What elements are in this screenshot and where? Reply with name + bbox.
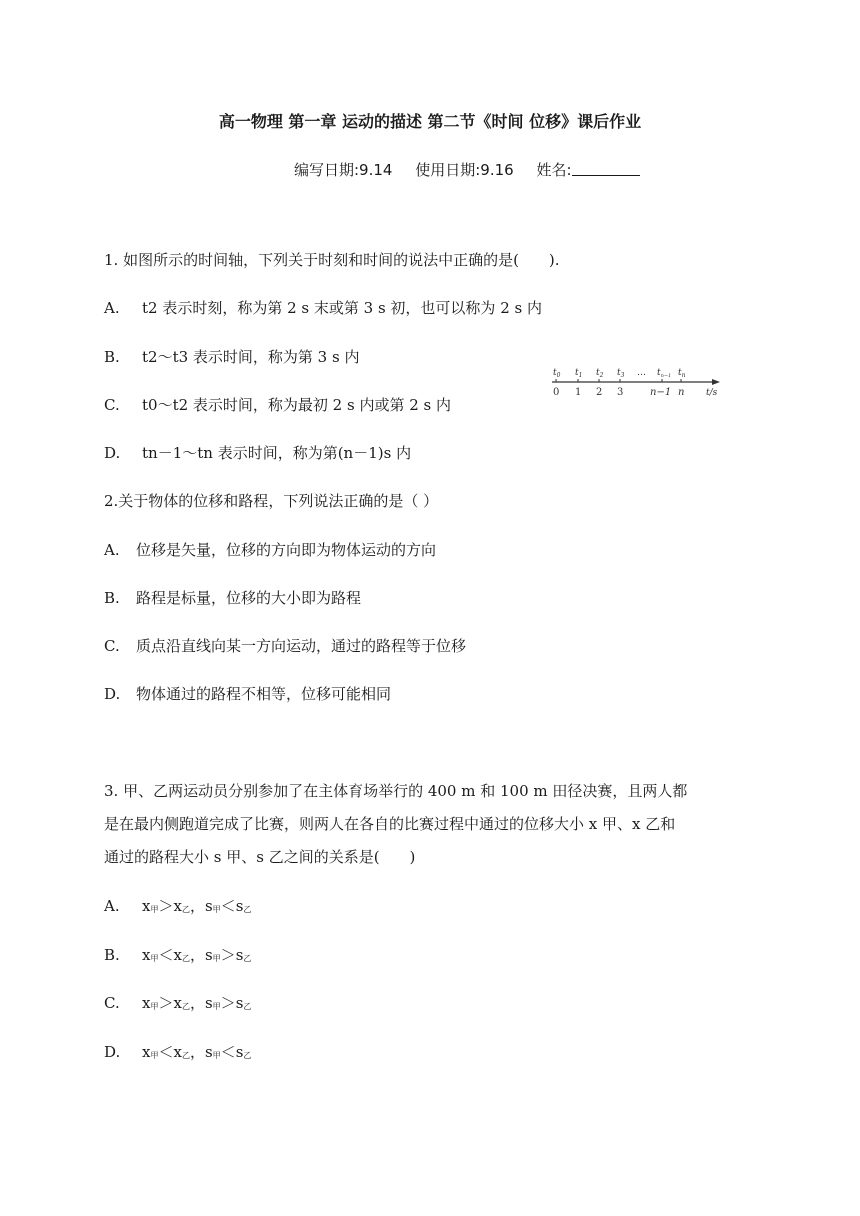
timeline-top-label: $t_{n-1}$ xyxy=(657,368,672,379)
timeline-arrow xyxy=(712,379,720,385)
timeline-unit-label: t/s xyxy=(706,388,718,398)
q2-stem: 2.关于物体的位移和路程，下列说法正确的是（ ） xyxy=(104,492,439,510)
option-letter: B. xyxy=(104,946,120,964)
q1-option-b xyxy=(104,346,359,367)
timeline-top-label: $t_2$ xyxy=(596,368,604,379)
option-text: t0～t2 表示时间，称为最初 2 s 内或第 2 s 内 xyxy=(142,396,452,414)
name-blank xyxy=(572,161,640,176)
q3-stem-line: 3. 甲、乙两运动员分别参加了在主体育场举行的 400 m 和 100 m 田径决赛，且两人都 xyxy=(104,782,688,800)
timeline-tick-label: 1 xyxy=(575,387,582,398)
document-meta xyxy=(294,159,640,180)
q3-option-b: B. x甲＜x乙，s甲＞s乙 xyxy=(104,946,252,964)
timeline-tick-label: 0 xyxy=(553,387,560,398)
timeline-top-label: $t_3$ xyxy=(617,368,625,379)
q2-option-d xyxy=(104,683,391,704)
q1-option-a xyxy=(104,297,542,318)
option-letter: A. xyxy=(104,897,120,915)
timeline-tick-label: 3 xyxy=(617,387,624,398)
q3-stem-line: 是在最内侧跑道完成了比赛，则两人在各自的比赛过程中通过的位移大小 x 甲、x 乙和 xyxy=(104,815,676,833)
timeline-tick-label: n−1 xyxy=(650,387,672,398)
option-text: t2～t3 表示时间，称为第 3 s 内 xyxy=(142,348,360,366)
option-text: 路程是标量，位移的大小即为路程 xyxy=(136,589,362,607)
q3-stem-line: 通过的路程大小 s 甲、s 乙之间的关系是( ) xyxy=(104,848,416,866)
option-text: tn－1～tn 表示时间，称为第(n－1)s 内 xyxy=(142,444,412,462)
q3-option-d: D. x甲＜x乙，s甲＜s乙 xyxy=(104,1043,252,1061)
option-letter: C. xyxy=(104,396,120,414)
option-text: 质点沿直线向某一方向运动，通过的路程等于位移 xyxy=(136,637,467,655)
timeline-figure xyxy=(534,364,734,402)
use-date: 使用日期:9.16 xyxy=(415,161,514,179)
option-letter: B. xyxy=(104,348,120,366)
q2-option-a xyxy=(104,539,436,560)
q1-option-d xyxy=(104,442,411,463)
q1-stem: 1. 如图所示的时间轴，下列关于时刻和时间的说法中正确的是( ). xyxy=(104,251,560,269)
q3-option-a: A. x甲＞x乙，s甲＜s乙 xyxy=(104,897,252,915)
option-letter: A. xyxy=(104,541,120,559)
timeline-tick-label: 2 xyxy=(596,387,603,398)
option-letter: A. xyxy=(104,299,120,317)
option-letter: D. xyxy=(104,444,121,462)
option-letter: C. xyxy=(104,637,120,655)
q2-option-c xyxy=(104,635,466,656)
option-text: t2 表示时刻，称为第 2 s 末或第 3 s 初，也可以称为 2 s 内 xyxy=(142,299,542,317)
name-label: 姓名: xyxy=(536,161,572,179)
option-letter: B. xyxy=(104,589,120,607)
timeline-top-label: $t_0$ xyxy=(553,368,561,379)
option-letter: D. xyxy=(104,1043,121,1061)
option-letter: C. xyxy=(104,994,120,1012)
option-text: 物体通过的路程不相等，位移可能相同 xyxy=(136,685,392,703)
timeline-top-label: $t_n$ xyxy=(678,368,686,379)
timeline-ellipsis: … xyxy=(637,368,646,378)
written-date: 编写日期:9.14 xyxy=(294,161,393,179)
q1-option-c xyxy=(104,394,451,415)
timeline-top-label: $t_1$ xyxy=(575,368,583,379)
document-title: 高一物理 第一章 运动的描述 第二节《时间 位移》课后作业 xyxy=(218,112,642,131)
option-letter: D. xyxy=(104,685,121,703)
timeline-tick-label: n xyxy=(678,387,685,398)
q2-option-b xyxy=(104,587,361,608)
q3-option-c: C. x甲＞x乙，s甲＞s乙 xyxy=(104,994,252,1012)
option-text: 位移是矢量，位移的方向即为物体运动的方向 xyxy=(136,541,437,559)
